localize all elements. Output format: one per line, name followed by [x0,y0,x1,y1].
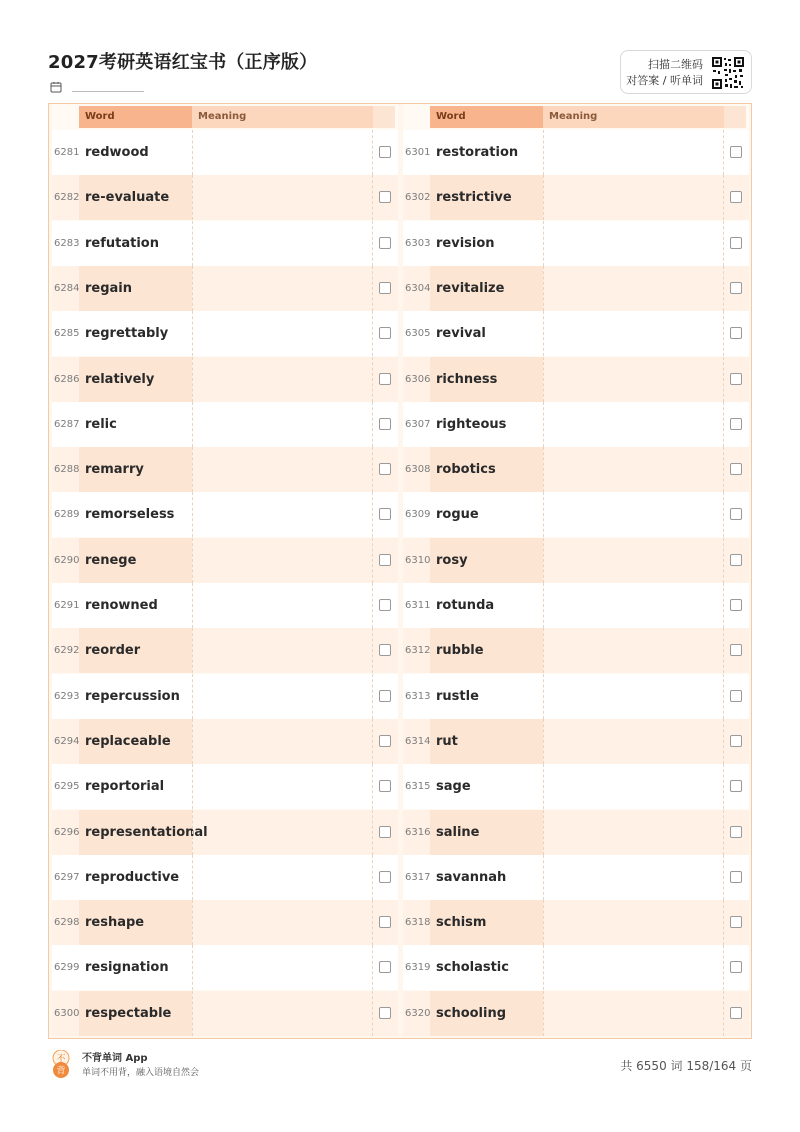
checkbox[interactable] [379,373,391,385]
checkbox[interactable] [730,554,742,566]
word-text: rosy [430,538,543,583]
checkbox[interactable] [730,373,742,385]
logo-char-bottom: 背 [56,1066,66,1077]
word-row [52,130,398,175]
word-number: 6281 [54,147,80,158]
checkbox[interactable] [379,327,391,339]
word-text: revitalize [430,266,543,311]
checkbox[interactable] [379,237,391,249]
word-row [52,311,398,356]
meaning-cell[interactable] [543,628,724,673]
word-text: relic [85,416,117,432]
meaning-cell[interactable] [192,311,373,356]
column-header-check [373,106,395,128]
checkbox[interactable] [379,599,391,611]
meaning-cell[interactable] [192,175,373,220]
date-line[interactable] [72,91,144,92]
word-row [403,266,749,311]
word-row [403,991,749,1036]
qr-code-icon[interactable] [711,56,745,90]
word-number: 6316 [405,826,431,838]
word-text: refutation [85,235,159,251]
meaning-cell[interactable] [192,855,373,900]
checkbox[interactable] [379,1007,391,1019]
checkbox[interactable] [379,463,391,475]
meaning-cell[interactable] [192,492,373,537]
word-text: representational [79,810,192,855]
meaning-cell[interactable] [543,266,724,311]
word-row [52,447,398,492]
word-row [52,221,398,266]
checkbox[interactable] [730,508,742,520]
meaning-cell[interactable] [543,538,724,583]
meaning-cell[interactable] [543,674,724,719]
word-text: revival [436,326,486,342]
word-number: 6290 [54,554,80,566]
word-number: 6317 [405,871,431,883]
word-text: robotics [430,447,543,492]
word-number: 6314 [405,735,431,747]
word-text: righteous [436,416,507,432]
checkbox[interactable] [730,1007,742,1019]
checkbox[interactable] [730,282,742,294]
word-number: 6296 [54,826,80,838]
word-row [403,311,749,356]
calendar-icon [50,81,62,93]
logo-char-top: 不 [56,1054,66,1065]
checkbox[interactable] [379,871,391,883]
word-row [52,855,398,900]
checkbox[interactable] [379,780,391,792]
word-row [52,492,398,537]
word-row [403,674,749,719]
word-text: renowned [85,598,158,613]
meaning-cell[interactable] [192,628,373,673]
word-number: 6283 [54,237,80,249]
word-number: 6318 [405,917,431,929]
word-number: 6302 [405,192,431,204]
word-text: remarry [79,447,192,492]
meaning-cell[interactable] [543,402,724,447]
word-sheet [48,103,752,1039]
word-number: 6295 [54,781,80,793]
word-number: 6288 [54,464,80,476]
column-header-word: Word [430,106,543,128]
word-row [52,175,398,220]
word-row [403,538,749,583]
page-title: 2027考研英语红宝书（正序版） [48,52,318,73]
word-number: 6304 [405,282,431,294]
word-text: sage [436,779,471,795]
word-text: schism [430,900,543,945]
word-row [403,810,749,855]
word-text: rogue [436,507,479,523]
checkbox[interactable] [730,916,742,928]
word-row [403,402,749,447]
word-text: re-evaluate [79,175,192,220]
column-header-check [724,106,746,128]
meaning-cell[interactable] [543,175,724,220]
checkbox[interactable] [730,146,742,158]
meaning-cell[interactable] [543,583,724,628]
word-text: restoration [436,145,519,160]
column-header-meaning: Meaning [543,106,724,128]
checkbox[interactable] [379,146,391,158]
word-number: 6285 [54,328,80,340]
checkbox[interactable] [379,961,391,973]
word-text: reportorial [85,779,165,795]
meaning-cell[interactable] [192,900,373,945]
word-row [52,900,398,945]
word-row [403,945,749,990]
word-number: 6299 [54,962,80,974]
app-slogan: 单词不用背，融入语境自然会 [82,1068,200,1078]
column-header-meaning: Meaning [192,106,373,128]
checkbox[interactable] [730,237,742,249]
meaning-cell[interactable] [192,221,373,266]
word-text: replaceable [79,719,192,764]
checkbox[interactable] [379,690,391,702]
meaning-cell[interactable] [192,583,373,628]
checkbox[interactable] [379,554,391,566]
qr-text [626,57,703,89]
word-number: 6292 [54,645,80,657]
checkbox[interactable] [379,508,391,520]
meaning-cell[interactable] [543,492,724,537]
word-row [403,130,749,175]
word-text: reorder [79,628,192,673]
word-text: revision [436,235,495,251]
meaning-cell[interactable] [192,719,373,764]
word-number: 6312 [405,645,431,657]
meaning-cell[interactable] [543,945,724,990]
word-text: restrictive [430,175,543,220]
word-number: 6301 [405,147,431,158]
word-number: 6294 [54,735,80,747]
meaning-cell[interactable] [192,402,373,447]
word-row [403,583,749,628]
word-number: 6282 [54,192,80,204]
meaning-cell[interactable] [192,130,373,175]
meaning-cell[interactable] [192,447,373,492]
word-row [52,538,398,583]
word-text: regrettably [85,326,169,342]
checkbox[interactable] [379,735,391,747]
meaning-cell[interactable] [192,991,373,1036]
word-row [52,945,398,990]
word-row [403,221,749,266]
word-number: 6306 [405,373,431,385]
word-number: 6297 [54,871,80,883]
word-text: reproductive [85,869,180,885]
word-text: saline [430,810,543,855]
checkbox[interactable] [730,961,742,973]
word-text: respectable [79,991,192,1036]
word-number: 6320 [405,1007,431,1019]
word-text: richness [430,357,543,402]
word-number: 6310 [405,554,431,566]
word-number: 6315 [405,781,431,793]
meaning-cell[interactable] [192,945,373,990]
word-row [403,719,749,764]
checkbox[interactable] [730,826,742,838]
meaning-cell[interactable] [543,221,724,266]
word-number: 6319 [405,962,431,974]
meaning-cell[interactable] [543,357,724,402]
word-row [52,357,398,402]
left-column [52,104,398,1036]
word-row [403,855,749,900]
meaning-cell[interactable] [543,855,724,900]
meaning-cell[interactable] [543,719,724,764]
word-text: renege [79,538,192,583]
checkbox[interactable] [730,463,742,475]
checkbox[interactable] [730,191,742,203]
meaning-cell[interactable] [192,538,373,583]
word-text: relatively [79,357,192,402]
word-number: 6286 [54,373,80,385]
word-row [52,402,398,447]
checkbox[interactable] [730,644,742,656]
checkbox[interactable] [379,418,391,430]
checkbox[interactable] [379,826,391,838]
checkbox[interactable] [379,916,391,928]
meaning-cell[interactable] [543,810,724,855]
word-row [403,764,749,809]
checkbox[interactable] [730,327,742,339]
word-row [52,810,398,855]
word-number: 6291 [54,600,80,611]
word-row [52,583,398,628]
word-text: scholastic [436,960,509,976]
checkbox[interactable] [730,418,742,430]
word-row [403,628,749,673]
meaning-cell[interactable] [543,900,724,945]
word-number: 6309 [405,509,431,521]
word-number: 6284 [54,282,80,294]
word-row [52,674,398,719]
meaning-cell[interactable] [543,991,724,1036]
meaning-cell[interactable] [192,810,373,855]
word-number: 6298 [54,917,80,929]
qr-line2: 对答案 / 听单词 [626,74,703,87]
word-row [403,900,749,945]
left-column-header [52,106,398,128]
meaning-cell[interactable] [192,357,373,402]
meaning-cell[interactable] [192,674,373,719]
word-text: rubble [430,628,543,673]
word-text: rut [430,719,543,764]
word-text: schooling [430,991,543,1036]
date-row [50,80,144,94]
word-text: redwood [85,145,149,160]
right-column-header [403,106,749,128]
word-text: repercussion [85,688,180,704]
word-number: 6308 [405,464,431,476]
app-logo-icon [50,1050,72,1078]
word-number: 6300 [54,1007,80,1019]
meaning-cell[interactable] [192,764,373,809]
checkbox[interactable] [379,282,391,294]
right-column [403,104,749,1036]
checkbox[interactable] [379,191,391,203]
word-number: 6289 [54,509,80,521]
word-row [52,628,398,673]
checkbox[interactable] [730,871,742,883]
column-header-word: Word [79,106,192,128]
checkbox[interactable] [379,644,391,656]
word-row [52,719,398,764]
meaning-cell[interactable] [543,764,724,809]
word-number: 6287 [54,418,80,430]
word-number: 6311 [405,600,431,611]
word-row [403,492,749,537]
qr-line1: 扫描二维码 [648,58,703,71]
meaning-cell[interactable] [192,266,373,311]
word-number: 6293 [54,690,80,702]
word-number: 6303 [405,237,431,249]
word-text: remorseless [85,507,175,523]
meaning-cell[interactable] [543,130,724,175]
qr-box[interactable] [620,50,752,94]
word-text: resignation [85,960,169,976]
app-name: 不背单词 App [82,1053,148,1064]
page-info: 共 6550 词 158/164 页 [620,1059,752,1073]
word-number: 6305 [405,328,431,340]
word-row [403,447,749,492]
word-row [403,357,749,402]
word-number: 6313 [405,690,431,702]
word-row [52,266,398,311]
word-text: rotunda [436,598,495,613]
checkbox[interactable] [730,690,742,702]
word-text: rustle [436,688,479,704]
word-row [52,764,398,809]
word-row [52,991,398,1036]
word-text: regain [79,266,192,311]
word-number: 6307 [405,418,431,430]
word-text: reshape [79,900,192,945]
word-text: savannah [436,869,507,885]
meaning-cell[interactable] [543,447,724,492]
word-row [403,175,749,220]
checkbox[interactable] [730,780,742,792]
meaning-cell[interactable] [543,311,724,356]
checkbox[interactable] [730,735,742,747]
checkbox[interactable] [730,599,742,611]
